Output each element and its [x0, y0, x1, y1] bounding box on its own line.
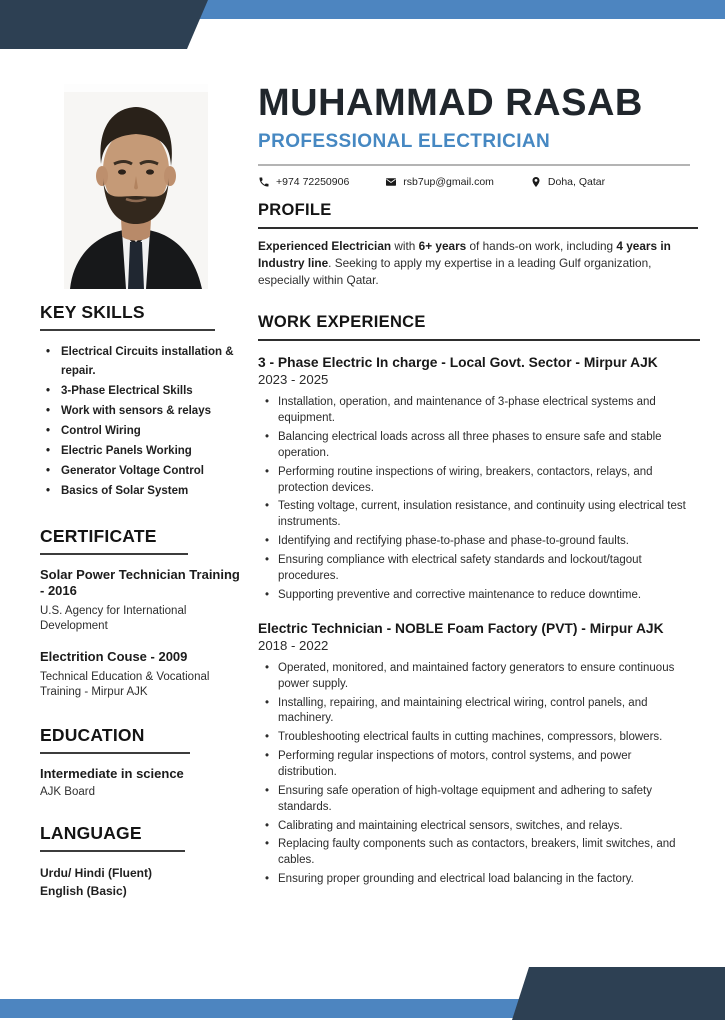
skill-item: • 3-Phase Electrical Skills: [40, 382, 240, 401]
language-item: Urdu/ Hindi (Fluent): [40, 866, 152, 881]
profile-text-segment: . Seeking to apply my expertise in a leading Gulf organization, especially within Qatar.: [258, 255, 652, 287]
contact-row: [258, 176, 700, 188]
key-skills-heading: KEY SKILLS: [40, 302, 145, 322]
header-divider: [258, 164, 690, 166]
profile-text-segment: 6+ years: [418, 239, 467, 253]
certificate-org: Technical Education & Vocational Training - Mirpur AJK: [40, 670, 210, 699]
job-title: 3 - Phase Electric In charge - Local Govt. Sector - Mirpur AJK: [258, 355, 658, 370]
header: [258, 84, 700, 188]
job-bullet: • Identifying and rectifying phase-to-phase and phase-to-ground faults.: [258, 534, 688, 550]
top-blue-banner: [186, 0, 725, 19]
job-bullet: • Replacing faulty components such as contactors, breakers, limit switches, and cables.: [258, 837, 688, 869]
education-board: AJK Board: [40, 786, 95, 799]
certificate-org: U.S. Agency for International Development: [40, 605, 187, 633]
portrait-illustration: [64, 84, 208, 289]
job-bullet: • Supporting preventive and corrective maintenance to reduce downtime.: [258, 588, 688, 604]
profile-section: [258, 201, 698, 288]
education-degree: Intermediate in science: [40, 766, 184, 782]
skill-item: • Basics of Solar System: [40, 482, 240, 501]
job-dates: 2018 - 2022: [258, 637, 329, 653]
profile-photo: [64, 84, 208, 289]
language-list: [40, 864, 240, 900]
education-heading: EDUCATION: [40, 725, 145, 746]
contact-phone: [258, 176, 349, 188]
job-bullet: • Ensuring safe operation of high-voltage equipment and adhering to safety standards.: [258, 784, 688, 816]
key-skills-section: [40, 302, 240, 501]
certificate-entry: [40, 567, 240, 635]
phone-icon: [258, 176, 270, 188]
job-bullet: • Balancing electrical loads across all three phases to ensure safe and stable operation.: [258, 430, 688, 462]
contact-location: [530, 176, 605, 188]
heading-rule: [40, 553, 188, 555]
heading-rule: [40, 850, 185, 852]
job-bullet-list: [258, 661, 688, 888]
skill-item: • Work with sensors & relays: [40, 402, 240, 421]
bottom-blue-banner: [0, 999, 540, 1018]
skill-item: • Control Wiring: [40, 422, 240, 441]
job-bullet: • Installation, operation, and maintenance of 3-phase electrical systems and equipment.: [258, 395, 688, 427]
bottom-navy-banner: [512, 967, 725, 1020]
job-bullet: • Troubleshooting electrical faults in cutting machines, compressors, blowers.: [258, 730, 688, 746]
job-bullet-list: [258, 395, 688, 603]
skill-item: • Generator Voltage Control: [40, 462, 240, 481]
language-item: English (Basic): [40, 884, 127, 899]
person-title: PROFESSIONAL ELECTRICIAN: [258, 130, 551, 152]
contact-location-text: Doha, Qatar: [547, 175, 606, 188]
profile-text-segment: 4 years in Industry line: [258, 239, 671, 270]
contact-email-text: rsb7up@gmail.com: [403, 175, 494, 188]
job-bullet: • Testing voltage, current, insulation resistance, and continuity using electrical test instruments.: [258, 499, 688, 531]
sidebar: [40, 302, 240, 900]
skill-item: • Electrical Circuits installation & repair.: [40, 343, 240, 381]
location-pin-icon: [530, 176, 542, 188]
job-bullet: • Operated, monitored, and maintained factory generators to ensure continuous power supply.: [258, 661, 688, 693]
top-navy-banner: [0, 0, 208, 49]
person-name: MUHAMMAD RASAB: [258, 82, 643, 124]
certificate-title: Electrition Couse - 2009: [40, 649, 188, 665]
skill-item: • Electric Panels Working: [40, 442, 240, 461]
contact-email: [385, 176, 494, 188]
heading-rule: [40, 752, 190, 754]
certificate-entry: [40, 649, 240, 700]
profile-text-segment: with: [391, 239, 419, 253]
job-bullet: • Calibrating and maintaining electrical sensors, switches, and relays.: [258, 819, 688, 835]
job-bullet: • Performing routine inspections of wiring, breakers, contactors, relays, and protection devices.: [258, 465, 688, 497]
work-experience-heading: WORK EXPERIENCE: [258, 313, 700, 341]
education-section: [40, 725, 240, 798]
profile-text-segment: Experienced Electrician: [258, 239, 392, 253]
heading-rule: [40, 329, 215, 331]
job-entry: [258, 620, 700, 888]
certificate-section: [40, 526, 240, 701]
key-skills-list: [40, 343, 240, 501]
certificate-heading: CERTIFICATE: [40, 525, 157, 546]
job-title: Electric Technician - NOBLE Foam Factory (PVT) - Mirpur AJK: [258, 620, 664, 636]
certificate-title: Solar Power Technician Training - 2016: [40, 566, 240, 599]
contact-phone-text: +974 72250906: [276, 175, 350, 188]
envelope-icon: [385, 176, 397, 188]
job-entry: [258, 354, 700, 604]
job-bullet: • Installing, repairing, and maintaining electrical wiring, control panels, and machinery.: [258, 696, 688, 728]
profile-heading: PROFILE: [258, 201, 698, 229]
language-heading: LANGUAGE: [40, 823, 142, 844]
profile-text: [258, 238, 698, 288]
profile-text-segment: of hands-on work, including: [466, 239, 617, 253]
work-experience-section: [258, 313, 700, 891]
language-section: [40, 823, 240, 900]
job-bullet: • Ensuring compliance with electrical safety standards and lockout/tagout procedures.: [258, 553, 688, 585]
job-bullet: • Ensuring proper grounding and electrical load balancing in the factory.: [258, 872, 688, 888]
job-bullet: • Performing regular inspections of motors, control systems, and power distribution.: [258, 749, 688, 781]
job-dates: 2023 - 2025: [258, 372, 329, 388]
